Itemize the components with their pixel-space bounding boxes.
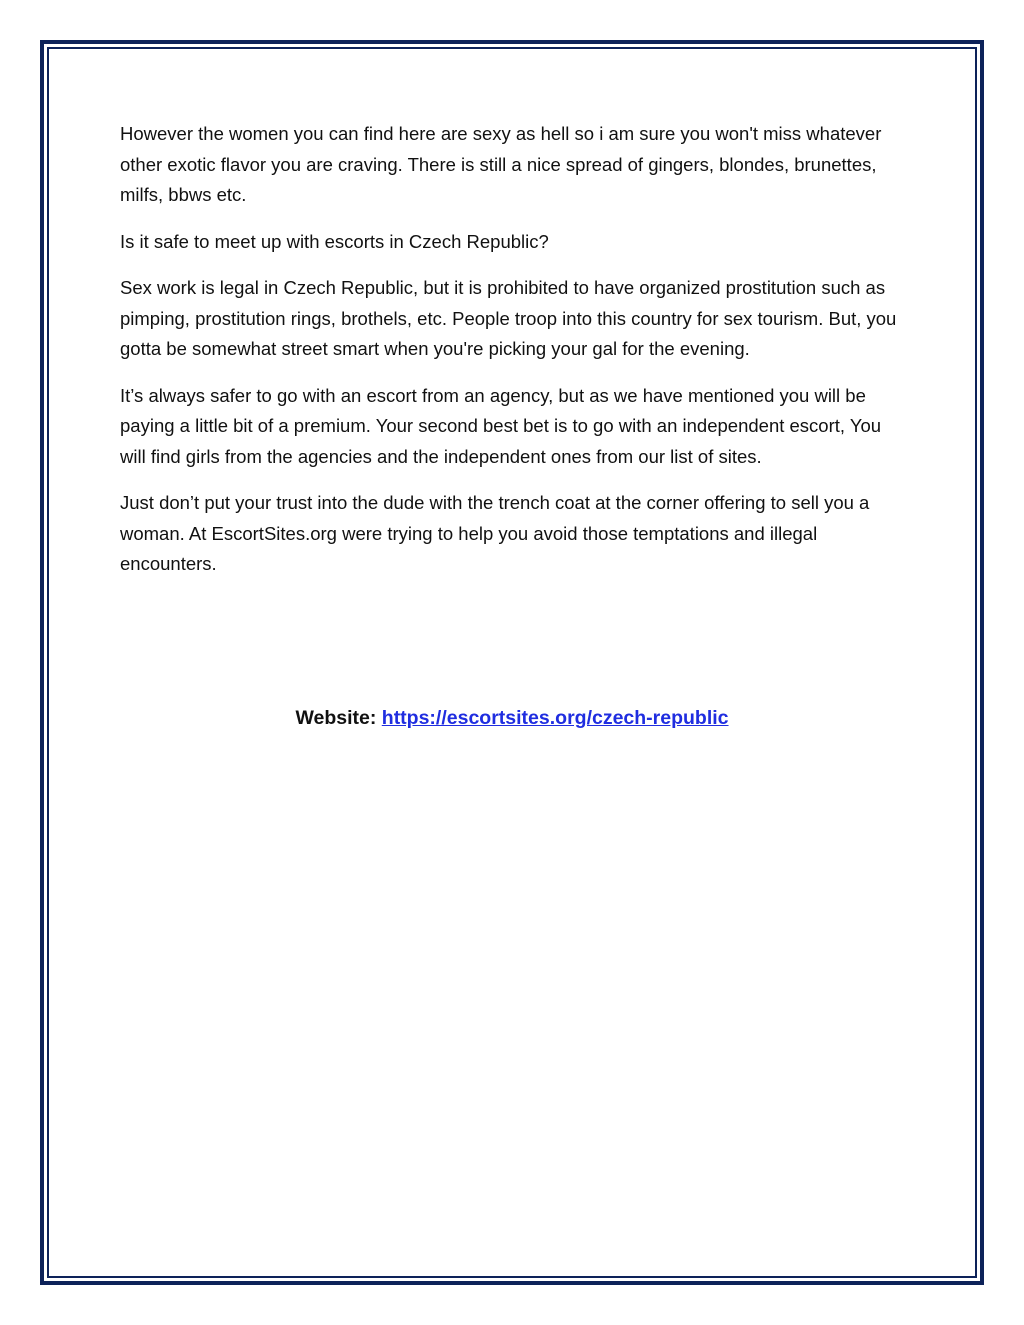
website-link[interactable]: https://escortsites.org/czech-republic — [381, 707, 729, 729]
website-label: Website: — [295, 707, 382, 729]
paragraph: However the women you can find here are sexy as hell so i am sure you won't miss whatever other exotic flavor you are craving. There is still a nice spread of gingers, blondes, brunettes, milfs, bbws etc. — [120, 123, 882, 205]
paragraph: It’s always safer to go with an escort from an agency, but as we have mentioned you will be paying a little bit of a premium. Your second best bet is to go with an independent escort, You will find girls from the agencies and the independent ones from our list of sites. — [120, 384, 882, 467]
website-line — [0, 703, 1024, 733]
paragraph: Sex work is legal in Czech Republic, but it is prohibited to have organized prostitution such as pimping, prostitution rings, brothels, etc. People troop into this country for sex tourism. But, you gotta be somewhat street smart when you're picking your gal for the evening. — [120, 277, 897, 359]
document-body — [120, 119, 910, 596]
paragraph: Is it safe to meet up with escorts in Czech Republic? — [120, 230, 549, 252]
paragraph: Just don’t put your trust into the dude with the trench coat at the corner offering to sell you a woman. At EscortSites.org were trying to help you avoid those temptations and illegal encounters. — [120, 492, 870, 574]
